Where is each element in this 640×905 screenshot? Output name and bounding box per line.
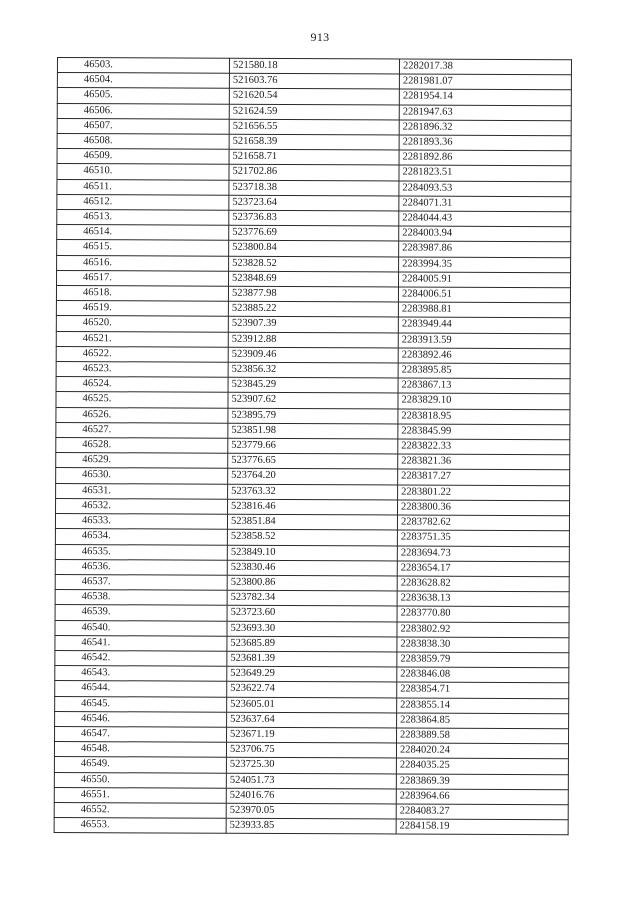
x-coordinate-cell: 523912.88: [228, 332, 398, 348]
x-coordinate-cell: 523909.46: [228, 347, 398, 363]
y-coordinate-cell: 2281947.63: [399, 105, 571, 121]
point-number-cell: 46516.: [57, 255, 229, 271]
point-number-cell: 46552.: [54, 802, 226, 818]
x-coordinate-cell: 523848.69: [229, 271, 399, 287]
x-coordinate-cell: 523671.19: [227, 727, 397, 743]
x-coordinate-cell: 523828.52: [229, 256, 399, 272]
x-coordinate-cell: 523907.39: [228, 317, 398, 333]
point-number-cell: 46520.: [56, 316, 228, 332]
point-number-cell: 46508.: [57, 134, 229, 150]
x-coordinate-cell: 523782.34: [227, 590, 397, 606]
point-number-cell: 46545.: [55, 696, 227, 712]
point-number-cell: 46542.: [55, 650, 227, 666]
x-coordinate-cell: 521624.59: [229, 104, 399, 120]
x-coordinate-cell: 523725.30: [226, 758, 396, 774]
y-coordinate-cell: 2283889.58: [397, 728, 569, 744]
x-coordinate-cell: 523877.98: [228, 286, 398, 302]
x-coordinate-cell: 521702.86: [229, 165, 399, 181]
point-number-cell: 46538.: [55, 590, 227, 606]
x-coordinate-cell: 521603.76: [229, 73, 399, 89]
point-number-cell: 46532.: [56, 498, 228, 514]
y-coordinate-cell: 2283694.73: [397, 545, 569, 561]
y-coordinate-cell: 2283988.81: [398, 302, 570, 318]
point-number-cell: 46528.: [56, 438, 228, 454]
x-coordinate-cell: 523776.65: [228, 454, 398, 470]
x-coordinate-cell: 523849.10: [227, 545, 397, 561]
x-coordinate-cell: 523858.52: [227, 530, 397, 546]
y-coordinate-cell: 2283846.08: [397, 667, 569, 683]
y-coordinate-cell: 2283802.92: [397, 622, 569, 638]
x-coordinate-cell: 523718.38: [229, 180, 399, 196]
y-coordinate-cell: 2282017.38: [399, 59, 571, 75]
y-coordinate-cell: 2284035.25: [396, 758, 568, 774]
y-coordinate-cell: 2283818.95: [398, 409, 570, 425]
point-number-cell: 46536.: [55, 559, 227, 575]
y-coordinate-cell: 2283864.85: [397, 713, 569, 729]
y-coordinate-cell: 2283854.71: [397, 682, 569, 698]
point-number-cell: 46544.: [55, 681, 227, 697]
y-coordinate-cell: 2283821.36: [398, 454, 570, 470]
x-coordinate-cell: 523723.60: [227, 606, 397, 622]
page-number: 913: [310, 30, 330, 44]
y-coordinate-cell: 2283817.27: [398, 469, 570, 485]
point-number-cell: 46523.: [56, 362, 228, 378]
x-coordinate-cell: 523649.29: [227, 666, 397, 682]
y-coordinate-cell: 2283800.36: [398, 500, 570, 516]
point-number-cell: 46537.: [55, 574, 227, 590]
x-coordinate-cell: 523845.29: [228, 378, 398, 394]
y-coordinate-cell: 2284020.24: [396, 743, 568, 759]
x-coordinate-cell: 523830.46: [227, 560, 397, 576]
y-coordinate-cell: 2281954.14: [399, 89, 571, 105]
x-coordinate-cell: 523685.89: [227, 636, 397, 652]
y-coordinate-cell: 2284093.53: [399, 181, 571, 197]
point-number-cell: 46539.: [55, 605, 227, 621]
x-coordinate-cell: 523763.32: [228, 484, 398, 500]
point-number-cell: 46515.: [57, 240, 229, 256]
point-number-cell: 46526.: [56, 407, 228, 423]
y-coordinate-cell: 2284071.31: [399, 196, 571, 212]
point-number-cell: 46529.: [56, 453, 228, 469]
point-number-cell: 46510.: [57, 164, 229, 180]
y-coordinate-cell: 2283994.35: [399, 257, 571, 273]
x-coordinate-cell: 521620.54: [229, 89, 399, 105]
y-coordinate-cell: 2283782.62: [397, 515, 569, 531]
y-coordinate-cell: 2283913.59: [398, 333, 570, 349]
y-coordinate-cell: 2283801.22: [398, 485, 570, 501]
point-number-cell: 46519.: [56, 301, 228, 317]
x-coordinate-cell: 523776.69: [229, 225, 399, 241]
y-coordinate-cell: 2283628.82: [397, 576, 569, 592]
y-coordinate-cell: 2283845.99: [398, 424, 570, 440]
x-coordinate-cell: 523764.20: [228, 469, 398, 485]
x-coordinate-cell: 523851.84: [227, 514, 397, 530]
y-coordinate-cell: 2283654.17: [397, 561, 569, 577]
point-number-cell: 46517.: [57, 270, 229, 286]
point-number-cell: 46511.: [57, 179, 229, 195]
y-coordinate-cell: 2283859.79: [397, 652, 569, 668]
point-number-cell: 46533.: [55, 514, 227, 530]
x-coordinate-cell: 523605.01: [227, 697, 397, 713]
y-coordinate-cell: 2283822.33: [398, 439, 570, 455]
x-coordinate-cell: 523816.46: [228, 499, 398, 515]
y-coordinate-cell: 2284158.19: [396, 819, 568, 835]
point-number-cell: 46503.: [57, 58, 229, 74]
point-number-cell: 46512.: [57, 194, 229, 210]
y-coordinate-cell: 2283638.13: [397, 591, 569, 607]
point-number-cell: 46547.: [55, 726, 227, 742]
x-coordinate-cell: 523706.75: [226, 742, 396, 758]
x-coordinate-cell: 521658.39: [229, 134, 399, 150]
x-coordinate-cell: 523800.86: [227, 575, 397, 591]
point-number-cell: 46541.: [55, 635, 227, 651]
point-number-cell: 46527.: [56, 422, 228, 438]
point-number-cell: 46548.: [54, 742, 226, 758]
coordinates-table-body: [54, 58, 571, 836]
x-coordinate-cell: 523800.84: [229, 241, 399, 257]
x-coordinate-cell: 523851.98: [228, 423, 398, 439]
x-coordinate-cell: 521656.55: [229, 119, 399, 135]
x-coordinate-cell: 524051.73: [226, 773, 396, 789]
x-coordinate-cell: 523779.66: [228, 438, 398, 454]
x-coordinate-cell: 523681.39: [227, 651, 397, 667]
table-row: [54, 818, 568, 835]
x-coordinate-cell: 521580.18: [229, 58, 399, 74]
point-number-cell: 46553.: [54, 818, 226, 834]
point-number-cell: 46507.: [57, 118, 229, 134]
point-number-cell: 46525.: [56, 392, 228, 408]
x-coordinate-cell: 523622.74: [227, 682, 397, 698]
y-coordinate-cell: 2283867.13: [398, 378, 570, 394]
y-coordinate-cell: 2283855.14: [397, 698, 569, 714]
point-number-cell: 46540.: [55, 620, 227, 636]
y-coordinate-cell: 2284005.91: [398, 272, 570, 288]
y-coordinate-cell: 2283987.86: [399, 241, 571, 257]
point-number-cell: 46524.: [56, 377, 228, 393]
point-number-cell: 46543.: [55, 666, 227, 682]
x-coordinate-cell: 521658.71: [229, 149, 399, 165]
y-coordinate-cell: 2281823.51: [399, 165, 571, 181]
point-number-cell: 46531.: [56, 483, 228, 499]
x-coordinate-cell: 523970.05: [226, 803, 396, 819]
y-coordinate-cell: 2284003.94: [399, 226, 571, 242]
coordinates-table: [54, 57, 572, 836]
y-coordinate-cell: 2283964.66: [396, 789, 568, 805]
point-number-cell: 46514.: [57, 225, 229, 241]
point-number-cell: 46505.: [57, 88, 229, 104]
point-number-cell: 46522.: [56, 346, 228, 362]
y-coordinate-cell: 2283895.85: [398, 363, 570, 379]
y-coordinate-cell: 2284083.27: [396, 804, 568, 820]
point-number-cell: 46530.: [56, 468, 228, 484]
x-coordinate-cell: 523933.85: [226, 818, 396, 834]
point-number-cell: 46534.: [55, 529, 227, 545]
y-coordinate-cell: 2281896.32: [399, 120, 571, 136]
y-coordinate-cell: 2281893.36: [399, 135, 571, 151]
x-coordinate-cell: 523907.62: [228, 393, 398, 409]
x-coordinate-cell: 523723.64: [229, 195, 399, 211]
x-coordinate-cell: 523895.79: [228, 408, 398, 424]
point-number-cell: 46521.: [56, 331, 228, 347]
x-coordinate-cell: 523637.64: [227, 712, 397, 728]
point-number-cell: 46550.: [54, 772, 226, 788]
y-coordinate-cell: 2283838.30: [397, 637, 569, 653]
point-number-cell: 46504.: [57, 73, 229, 89]
y-coordinate-cell: 2283869.39: [396, 774, 568, 790]
y-coordinate-cell: 2284044.43: [399, 211, 571, 227]
x-coordinate-cell: 524016.76: [226, 788, 396, 804]
point-number-cell: 46546.: [55, 711, 227, 727]
x-coordinate-cell: 523885.22: [228, 302, 398, 318]
point-number-cell: 46509.: [57, 149, 229, 165]
y-coordinate-cell: 2283751.35: [397, 530, 569, 546]
x-coordinate-cell: 523693.30: [227, 621, 397, 637]
x-coordinate-cell: 523736.83: [229, 210, 399, 226]
point-number-cell: 46535.: [55, 544, 227, 560]
y-coordinate-cell: 2283892.46: [398, 348, 570, 364]
y-coordinate-cell: 2281981.07: [399, 74, 571, 90]
point-number-cell: 46513.: [57, 210, 229, 226]
y-coordinate-cell: 2283949.44: [398, 317, 570, 333]
point-number-cell: 46518.: [56, 286, 228, 302]
point-number-cell: 46549.: [54, 757, 226, 773]
y-coordinate-cell: 2283829.10: [398, 393, 570, 409]
point-number-cell: 46551.: [54, 787, 226, 803]
point-number-cell: 46506.: [57, 103, 229, 119]
y-coordinate-cell: 2281892.86: [399, 150, 571, 166]
y-coordinate-cell: 2284006.51: [398, 287, 570, 303]
y-coordinate-cell: 2283770.80: [397, 606, 569, 622]
x-coordinate-cell: 523856.32: [228, 362, 398, 378]
